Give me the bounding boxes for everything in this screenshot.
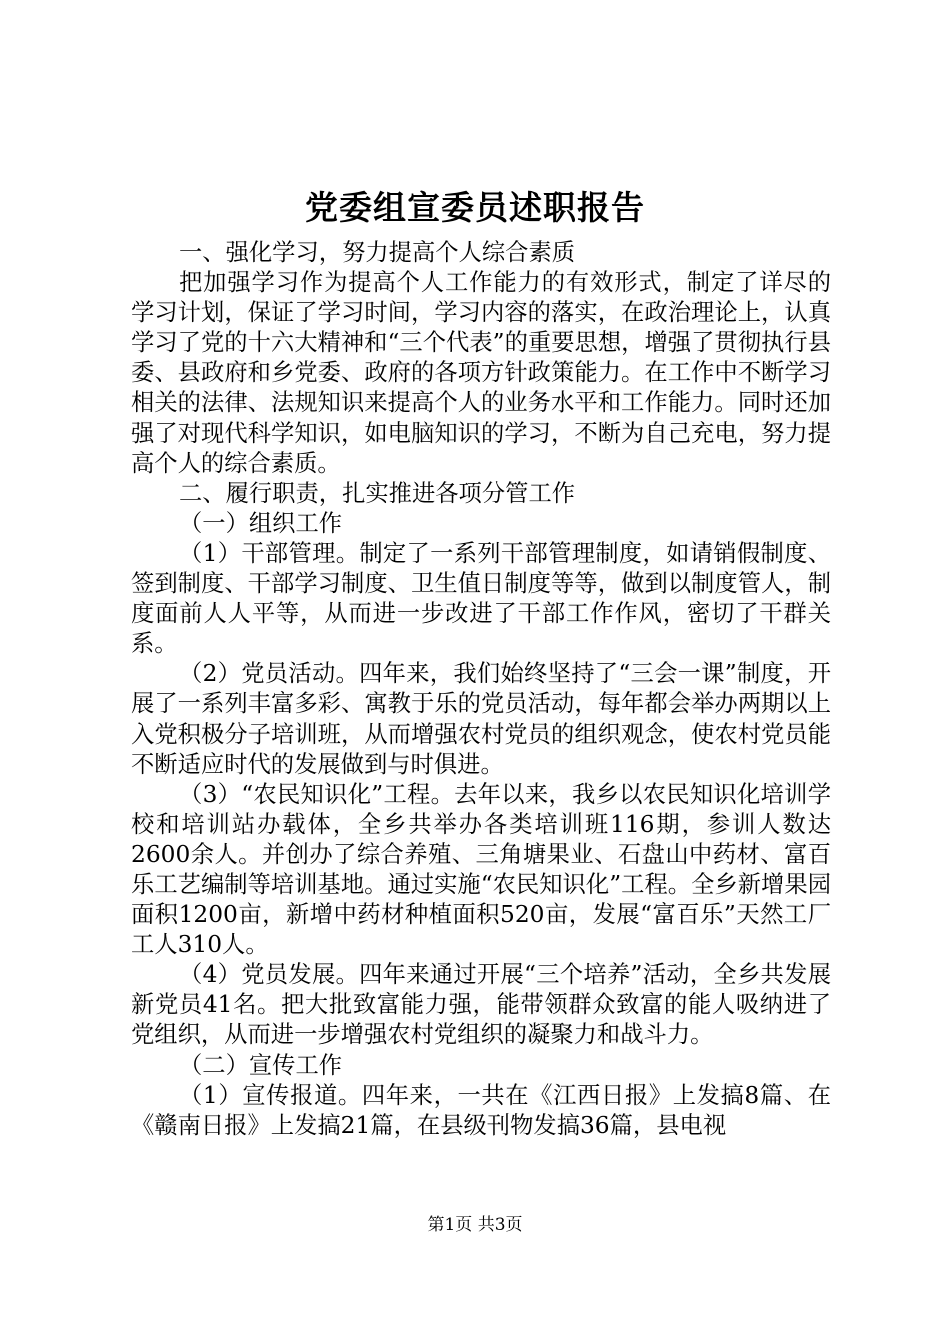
page-title: 党委组宣委员述职报告	[305, 188, 645, 227]
paragraph-study: 把加强学习作为提高个人工作能力的有效形式，制定了详尽的学习计划，保证了学习时间，学习内容的落实，在政治理论上，认真学习了党的十六大精神和“三个代表”的重要思想，增强了贯彻执行县委、县政府和乡党委、政府的各项方针政策能力。在工作中不断学习相关的法律、法规知识来提高个人的业务水平和工作能力。同时还加强了对现代科学知识，如电脑知识的学习，不断为自己充电，努力提高个人的综合素质。	[131, 269, 831, 477]
subheading-publicity: （二）宣传工作	[179, 1051, 343, 1079]
paragraph-party-activities: （2）党员活动。四年来，我们始终坚持了“三会一课”制度，开展了一系列丰富多彩、寓教于乐的党员活动，每年都会举办两期以上入党积极分子培训班，从而增强农村党员的组织观念，使农村党员能不断适应时代的发展做到与时俱进。	[131, 660, 831, 778]
subheading-organization: （一）组织工作	[179, 509, 343, 537]
paragraph-publicity-reports: （1）宣传报道。四年来，一共在《江西日报》上发搞8篇、在《赣南日报》上发搞21篇，在县级刊物发搞36篇，县电视	[131, 1081, 831, 1139]
paragraph-cadre-management: （1）干部管理。制定了一系列干部管理制度，如请销假制度、签到制度、干部学习制度、卫生值日制度等等，做到以制度管人，制度面前人人平等，从而进一步改进了干部工作作风，密切了干群关系。	[131, 539, 831, 658]
paragraph-party-development: （4）党员发展。四年来通过开展“三个培养”活动，全乡共发展新党员41名。把大批致富能力强，能带领群众致富的能人吸纳进了党组织，从而进一步增强农村党组织的凝聚力和战斗力。	[131, 961, 831, 1049]
document-body	[131, 238, 831, 1141]
page-number-footer: 第1页 共3页	[427, 1215, 523, 1235]
section-heading-duties: 二、履行职责，扎实推进各项分管工作	[179, 479, 576, 507]
section-heading-study: 一、强化学习，努力提高个人综合素质	[179, 239, 576, 266]
paragraph-farmer-knowledge: （3）“农民知识化”工程。去年以来，我乡以农民知识化培训学校和培训站办载体，全乡共举办各类培训班116期，参训人数达2600余人。并创办了综合养殖、三角塘果业、石盘山中药材、富百乐工艺编制等培训基地。通过实施“农民知识化”工程。全乡新增果园面积1200亩，新增中药材种植面积520亩，发展“富百乐”天然工厂工人310人。	[131, 780, 831, 959]
